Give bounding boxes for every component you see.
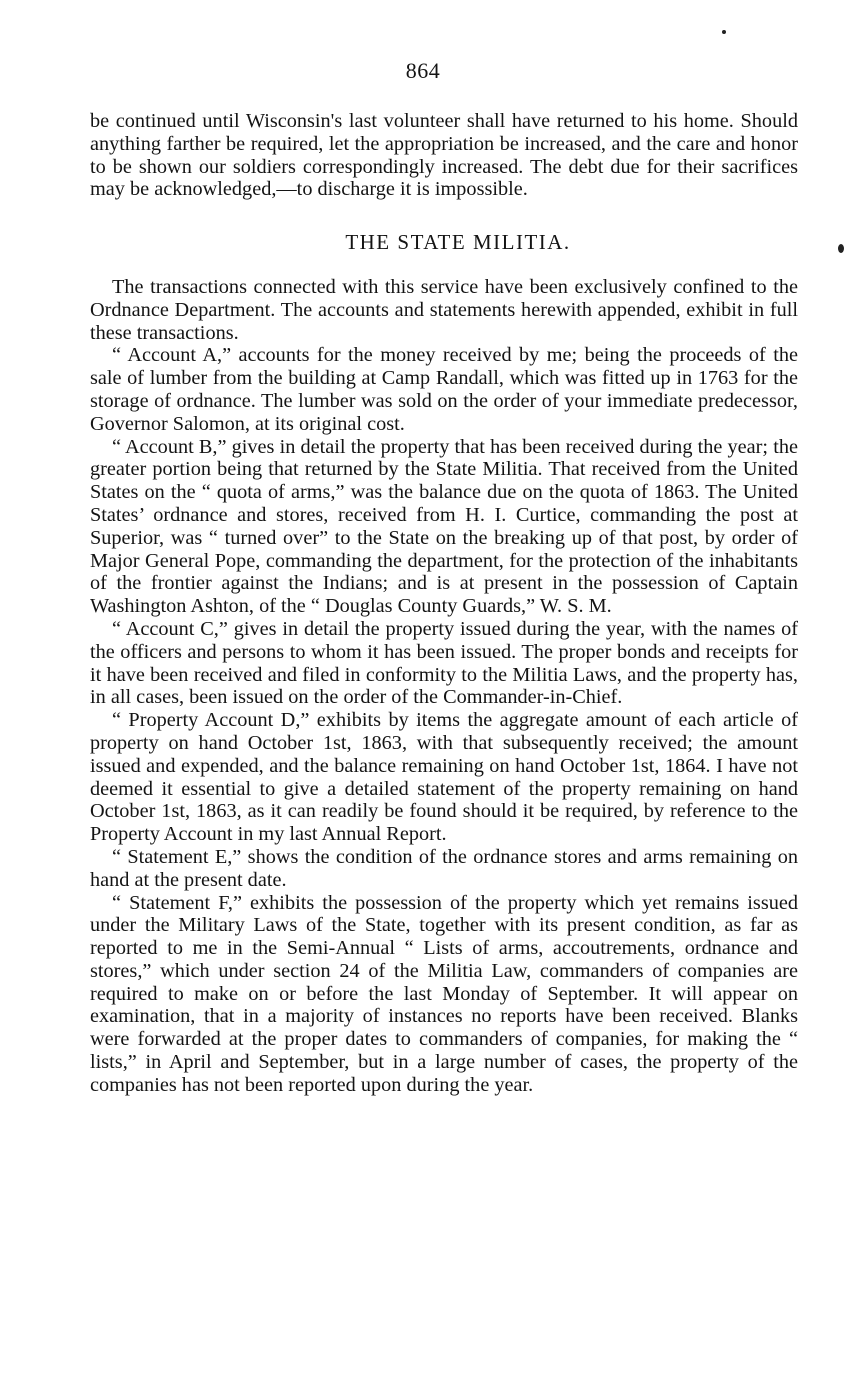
page-body	[90, 110, 798, 1097]
ink-speck	[838, 244, 844, 253]
paragraph-account-b: “ Account B,” gives in detail the property that has been received during the year; the greater portion being that returned by the State Militia. That received from the United States on the “ quota of arms,” was the balance due on the quota of 1863. The United States’ ordnance and stores, received from H. I. Curtice, commanding the post at Superior, was “ turned over” to the State on the breaking up of that post, by order of Major General Pope, commanding the department, for the protection of the inhabitants of the frontier against the Indians; and is at present in the possession of Captain Washington Ashton, of the “ Douglas County Guards,” W. S. M.	[90, 435, 798, 618]
continuation-paragraph: be continued until Wisconsin's last volunteer shall have returned to his home. Should anything farther be required, let the appropriation be increased, and the care and honor to be shown our soldiers correspondingly increased. The debt due for their sacrifices may be acknowledged,—to discharge it is impossible.	[90, 110, 798, 201]
paragraph-account-c: “ Account C,” gives in detail the property issued during the year, with the names of the officers and persons to whom it has been issued. The proper bonds and receipts for it have been received and filed in conformity to the Militia Laws, and the property has, in all cases, been issued on the order of the Commander-in-Chief.	[90, 617, 798, 709]
page-number: 864	[405, 58, 441, 83]
paragraph-account-d: “ Property Account D,” exhibits by items the aggregate amount of each article of property on hand October 1st, 1863, with that subsequently received; the amount issued and expended, and the balance remaining on hand October 1st, 1864. I have not deemed it essential to give a detailed statement of the property remaining on hand October 1st, 1863, as it can readily be found should it be required, by reference to the Property Account in my last Annual Report.	[90, 709, 798, 846]
paragraph-statement-e: “ Statement E,” shows the condition of the ordnance stores and arms remaining on hand at the present date.	[90, 845, 798, 891]
ink-speck	[722, 30, 726, 34]
paragraph-account-a: “ Account A,” accounts for the money received by me; being the proceeds of the sale of lumber from the building at Camp Randall, which was fitted up in 1763 for the storage of ordnance. The lumber was sold on the order of your immediate predecessor, Governor Salomon, at its original cost.	[90, 344, 798, 435]
paragraph-statement-f: “ Statement F,” exhibits the possession of the property which yet remains issued under the Military Laws of the State, together with its present condition, as far as reported to me in the Semi-Annual “ Lists of arms, accoutrements, ordnance and stores,” which under section 24 of the Militia Law, commanders of companies are required to make on or before the last Monday of September. It will appear on examination, that in a majority of instances no reports have been received. Blanks were forwarded at the proper dates to commanders of companies, for making the “ lists,” in April and September, but in a large number of cases, the property of the companies has not been reported upon during the year.	[90, 891, 798, 1096]
paragraph-intro: The transactions connected with this service have been exclusively confined to the Ordnance Department. The accounts and statements herewith appended, exhibit in full these transactions.	[90, 275, 798, 344]
section-title: THE STATE MILITIA.	[345, 230, 571, 255]
